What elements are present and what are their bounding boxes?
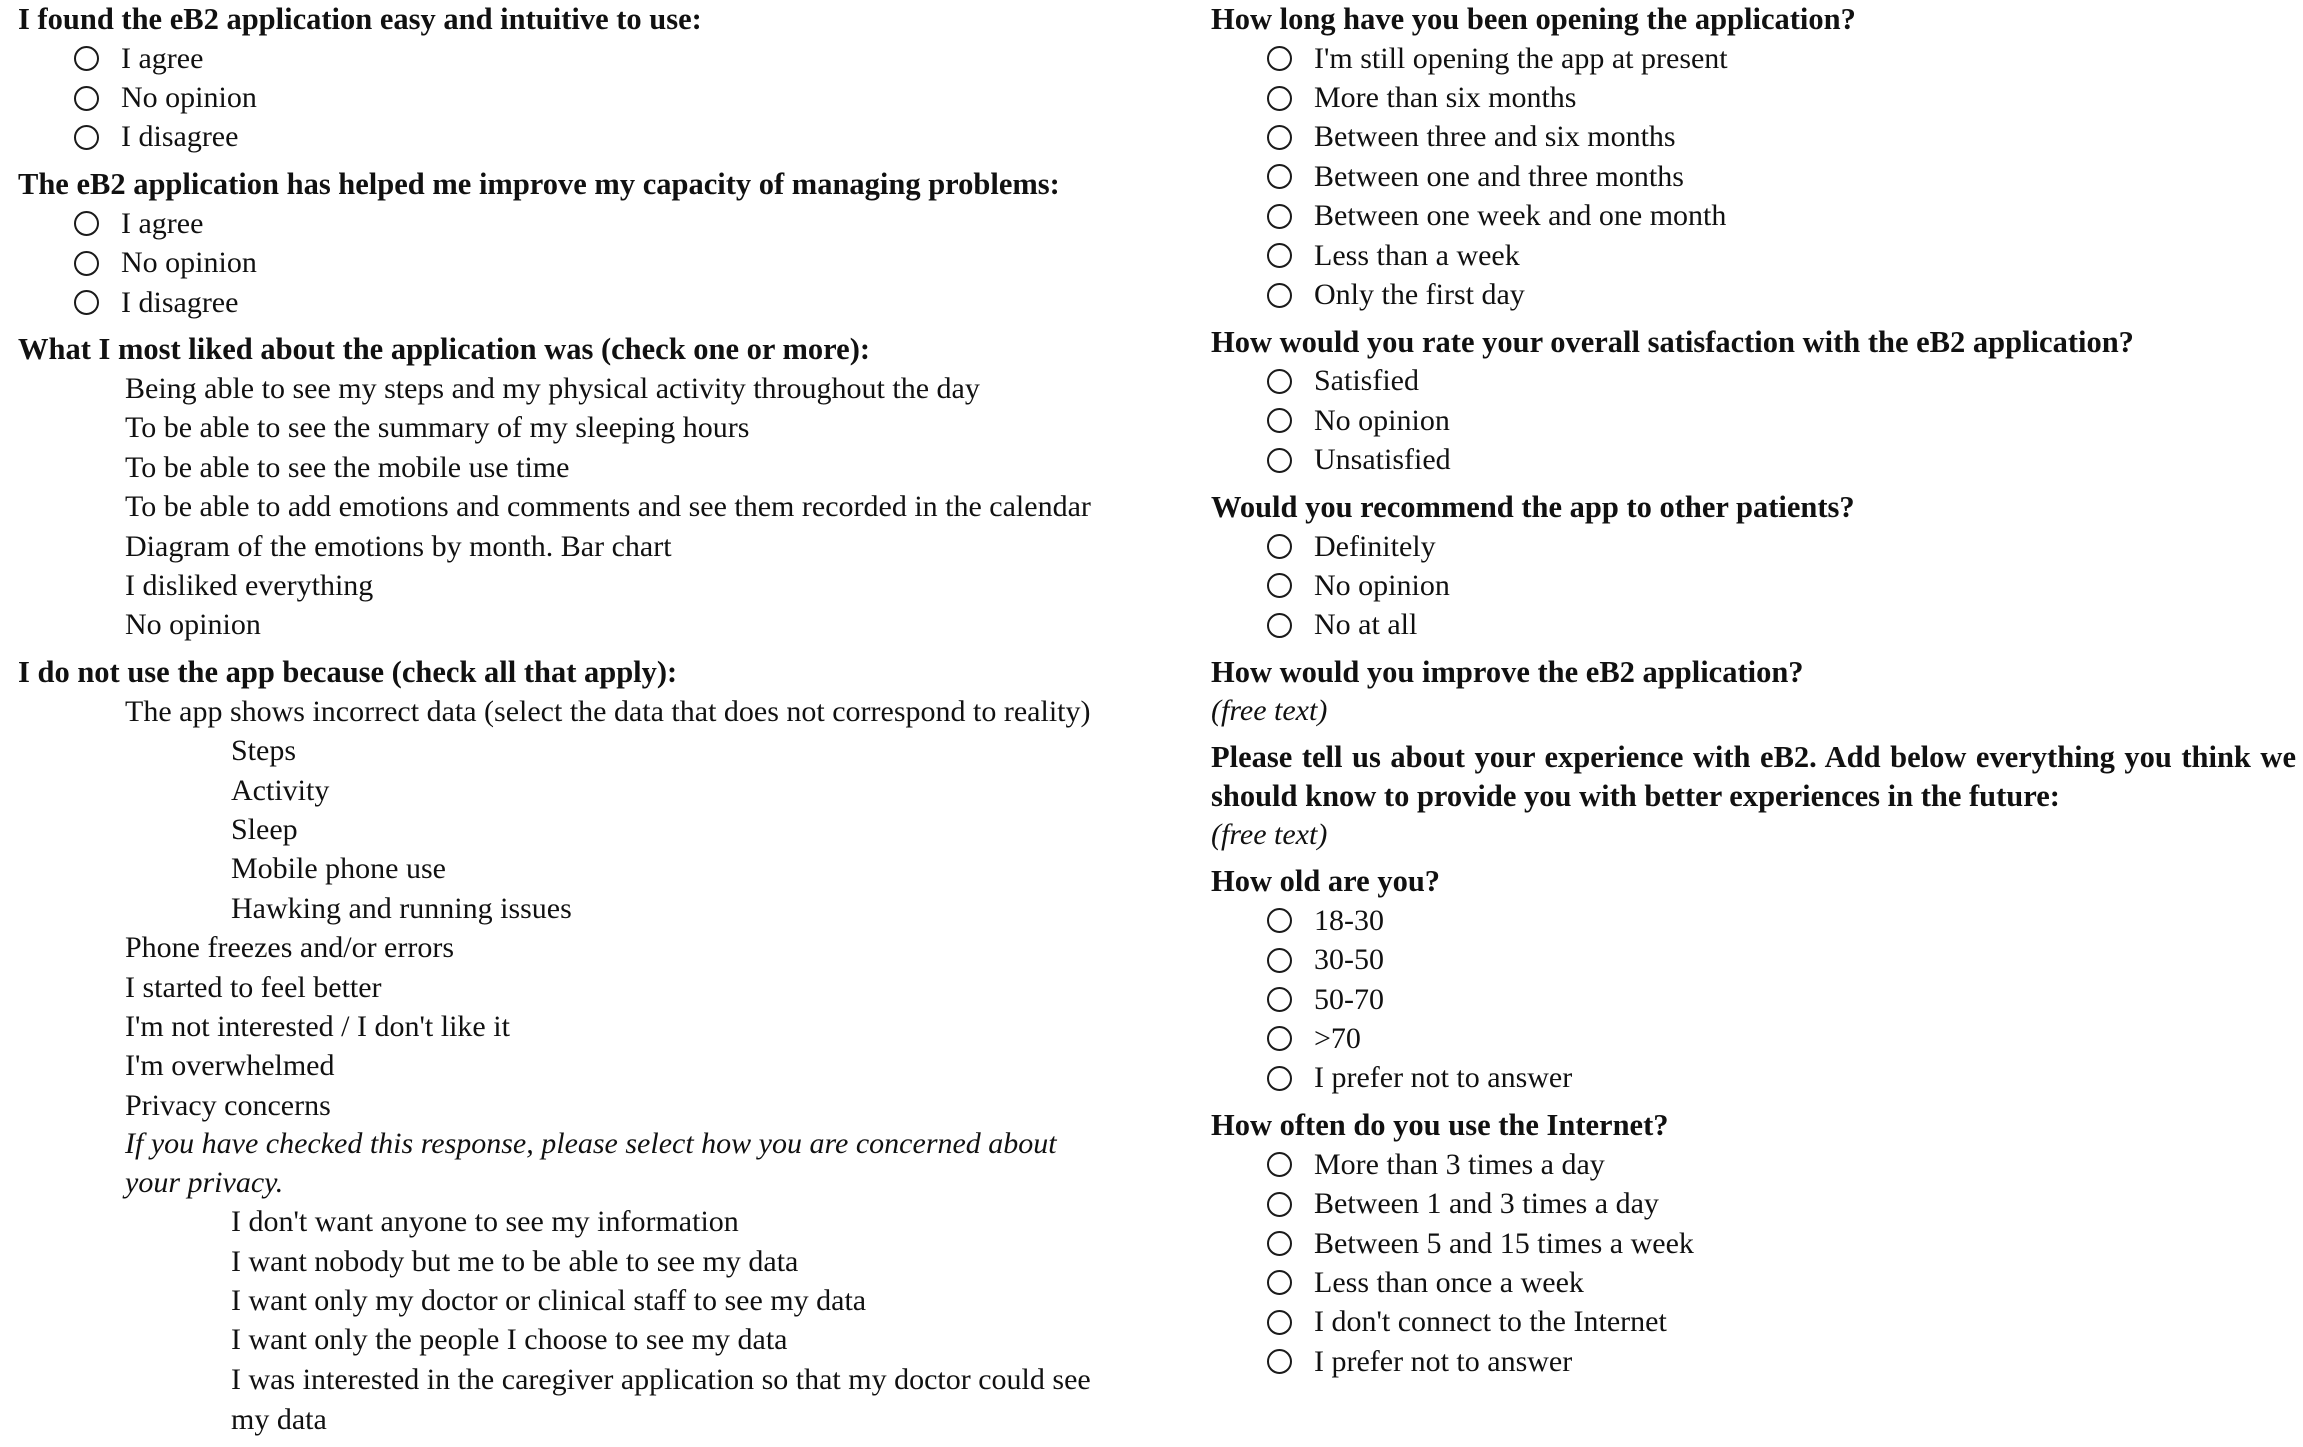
- radio-button[interactable]: [1267, 164, 1292, 189]
- option-label: More than 3 times a day: [1314, 1147, 1605, 1181]
- radio-option[interactable]: [1211, 1019, 2296, 1058]
- radio-option[interactable]: [1211, 527, 2296, 566]
- radio-option[interactable]: [18, 204, 1168, 243]
- radio-option[interactable]: [1211, 1184, 2296, 1223]
- radio-option[interactable]: [18, 78, 1168, 117]
- option-label: No opinion: [121, 81, 257, 115]
- question-age: [1211, 862, 2296, 1098]
- radio-button[interactable]: [1267, 987, 1292, 1012]
- radio-option[interactable]: [18, 118, 1168, 157]
- checkbox-option[interactable]: Privacy concerns: [125, 1088, 331, 1122]
- option-label: Less than once a week: [1314, 1265, 1584, 1299]
- option-label: I agree: [121, 206, 204, 240]
- radio-button[interactable]: [1267, 408, 1292, 433]
- left-column: [18, 0, 1168, 1447]
- radio-option[interactable]: [1211, 940, 2296, 979]
- radio-button[interactable]: [74, 86, 99, 111]
- checkbox-option[interactable]: To be able to see the summary of my sleeping hours: [125, 411, 750, 445]
- option-label: Between three and six months: [1314, 120, 1676, 154]
- option-label: I prefer not to answer: [1314, 1061, 1573, 1095]
- question-title: How would you improve the eB2 application?: [1211, 655, 1804, 690]
- checkbox-option[interactable]: Phone freezes and/or errors: [125, 931, 455, 965]
- option-label: I prefer not to answer: [1314, 1344, 1573, 1378]
- radio-option[interactable]: [18, 244, 1168, 283]
- radio-option[interactable]: [1211, 1059, 2296, 1098]
- checkbox-sub-option[interactable]: Activity: [231, 773, 330, 807]
- privacy-note: If you have checked this response, please select how you are concerned about your privacy.: [125, 1127, 1057, 1199]
- radio-button[interactable]: [74, 125, 99, 150]
- radio-button[interactable]: [1267, 283, 1292, 308]
- radio-option[interactable]: [1211, 78, 2296, 117]
- free-text-hint[interactable]: (free text): [1211, 818, 1328, 852]
- checkbox-sub-option[interactable]: I was interested in the caregiver application so that my doctor could see my data: [231, 1363, 1091, 1436]
- question-usage-duration: [1211, 0, 2296, 315]
- question-title: The eB2 application has helped me improve my capacity of managing problems:: [18, 167, 1060, 202]
- radio-option[interactable]: [18, 39, 1168, 78]
- checkbox-sub-option[interactable]: I don't want anyone to see my information: [231, 1205, 739, 1239]
- option-label: Definitely: [1314, 529, 1436, 563]
- checkbox-option[interactable]: I'm not interested / I don't like it: [125, 1009, 510, 1043]
- radio-option[interactable]: [1211, 401, 2296, 440]
- radio-button[interactable]: [74, 211, 99, 236]
- option-label: 18-30: [1314, 903, 1384, 937]
- radio-button[interactable]: [1267, 1192, 1292, 1217]
- radio-option[interactable]: [1211, 39, 2296, 78]
- option-label: I don't connect to the Internet: [1314, 1305, 1667, 1339]
- option-label: Between 1 and 3 times a day: [1314, 1187, 1659, 1221]
- radio-button[interactable]: [1267, 613, 1292, 638]
- question-title: How long have you been opening the application?: [1211, 2, 1856, 36]
- radio-option[interactable]: [1211, 606, 2296, 645]
- option-label: Between one and three months: [1314, 159, 1684, 193]
- radio-button[interactable]: [1267, 448, 1292, 473]
- option-label: More than six months: [1314, 81, 1577, 115]
- question-improve: [1211, 653, 2296, 730]
- checkbox-sub-option[interactable]: Hawking and running issues: [231, 891, 572, 925]
- radio-button[interactable]: [1267, 1152, 1292, 1177]
- option-label: No opinion: [1314, 568, 1450, 602]
- question-satisfaction: [1211, 323, 2296, 480]
- question-most-liked: [18, 330, 1168, 645]
- radio-button[interactable]: [1267, 1270, 1292, 1295]
- option-label: Between 5 and 15 times a week: [1314, 1226, 1694, 1260]
- radio-button[interactable]: [1267, 534, 1292, 559]
- checkbox-sub-option[interactable]: Mobile phone use: [231, 852, 446, 886]
- question-title: Would you recommend the app to other patients?: [1211, 489, 1855, 524]
- checkbox-option[interactable]: To be able to see the mobile use time: [125, 450, 570, 484]
- option-label: I'm still opening the app at present: [1314, 41, 1728, 75]
- question-title: I found the eB2 application easy and intuitive to use:: [18, 2, 702, 36]
- radio-button[interactable]: [74, 251, 99, 276]
- option-label: I disagree: [121, 120, 239, 154]
- question-title: How often do you use the Internet?: [1211, 1108, 1669, 1143]
- radio-option[interactable]: [1211, 566, 2296, 605]
- radio-button[interactable]: [1267, 204, 1292, 229]
- radio-button[interactable]: [1267, 1349, 1292, 1374]
- option-label: Unsatisfied: [1314, 443, 1451, 477]
- radio-button[interactable]: [74, 290, 99, 315]
- radio-option[interactable]: [1211, 236, 2296, 275]
- checkbox-sub-option[interactable]: I want only the people I choose to see my data: [231, 1323, 788, 1357]
- radio-button[interactable]: [1267, 86, 1292, 111]
- radio-option[interactable]: [18, 283, 1168, 322]
- radio-button[interactable]: [1267, 46, 1292, 71]
- checkbox-option[interactable]: I started to feel better: [125, 970, 382, 1004]
- checkbox-option[interactable]: No opinion: [125, 608, 261, 642]
- option-label: I disagree: [121, 285, 239, 319]
- radio-option[interactable]: [1211, 197, 2296, 236]
- checkbox-sub-option[interactable]: Steps: [231, 734, 297, 768]
- radio-button[interactable]: [1267, 948, 1292, 973]
- question-title: Please tell us about your experience with eB2. Add below everything you think we should know to provide you with better experiences in the future:: [1211, 740, 2296, 814]
- option-label: I agree: [121, 41, 204, 75]
- radio-button[interactable]: [1267, 1066, 1292, 1091]
- checkbox-option[interactable]: I'm overwhelmed: [125, 1049, 335, 1083]
- question-title: How old are you?: [1211, 864, 1441, 899]
- right-column: [1211, 0, 2296, 1389]
- radio-option[interactable]: [1211, 362, 2296, 401]
- radio-button[interactable]: [1267, 908, 1292, 933]
- option-label: 30-50: [1314, 943, 1384, 977]
- radio-button[interactable]: [1267, 1231, 1292, 1256]
- question-recommend: [1211, 488, 2296, 645]
- checkbox-sub-option[interactable]: Sleep: [231, 812, 298, 846]
- checkbox-option[interactable]: Diagram of the emotions by month. Bar chart: [125, 529, 672, 563]
- checkbox-sub-option[interactable]: I want only my doctor or clinical staff to see my data: [231, 1284, 867, 1318]
- radio-button[interactable]: [1267, 125, 1292, 150]
- option-label: No opinion: [121, 246, 257, 280]
- question-not-use-reasons: [18, 653, 1168, 1439]
- checkbox-sub-option[interactable]: I want nobody but me to be able to see my data: [231, 1244, 799, 1278]
- option-label: 50-70: [1314, 982, 1384, 1016]
- radio-option[interactable]: [1211, 901, 2296, 940]
- radio-option[interactable]: [1211, 275, 2296, 314]
- radio-option[interactable]: [1211, 1263, 2296, 1302]
- radio-option[interactable]: [1211, 1303, 2296, 1342]
- option-label: Only the first day: [1314, 278, 1525, 312]
- question-easy-to-use: [18, 0, 1168, 157]
- question-title: How would you rate your overall satisfaction with the eB2 application?: [1211, 324, 2134, 359]
- radio-option[interactable]: [1211, 980, 2296, 1019]
- option-label: Between one week and one month: [1314, 199, 1727, 233]
- question-managing-problems: [18, 165, 1168, 322]
- checkbox-option[interactable]: The app shows incorrect data (select the data that does not correspond to reality): [125, 694, 1091, 728]
- radio-option[interactable]: [1211, 1342, 2296, 1381]
- option-label: Satisfied: [1314, 364, 1419, 398]
- radio-option[interactable]: [1211, 441, 2296, 480]
- radio-button[interactable]: [1267, 1026, 1292, 1051]
- option-label: No at all: [1314, 608, 1418, 642]
- radio-button[interactable]: [74, 46, 99, 71]
- radio-option[interactable]: [1211, 157, 2296, 196]
- radio-button[interactable]: [1267, 243, 1292, 268]
- checkbox-option[interactable]: I disliked everything: [125, 568, 374, 602]
- option-label: >70: [1314, 1021, 1361, 1055]
- free-text-hint[interactable]: (free text): [1211, 694, 1328, 728]
- radio-button[interactable]: [1267, 369, 1292, 394]
- radio-button[interactable]: [1267, 573, 1292, 598]
- question-title: What I most liked about the application was (check one or more):: [18, 332, 871, 367]
- question-internet-use: [1211, 1106, 2296, 1381]
- question-title: I do not use the app because (check all that apply):: [18, 655, 678, 690]
- checkbox-option[interactable]: Being able to see my steps and my physical activity throughout the day: [125, 372, 980, 406]
- radio-option[interactable]: [1211, 1224, 2296, 1263]
- checkbox-option[interactable]: To be able to add emotions and comments and see them recorded in the calendar: [125, 490, 1091, 524]
- radio-option[interactable]: [1211, 118, 2296, 157]
- option-label: Less than a week: [1314, 238, 1520, 272]
- radio-button[interactable]: [1267, 1310, 1292, 1335]
- radio-option[interactable]: [1211, 1145, 2296, 1184]
- question-experience: [1211, 738, 2296, 854]
- option-label: No opinion: [1314, 403, 1450, 437]
